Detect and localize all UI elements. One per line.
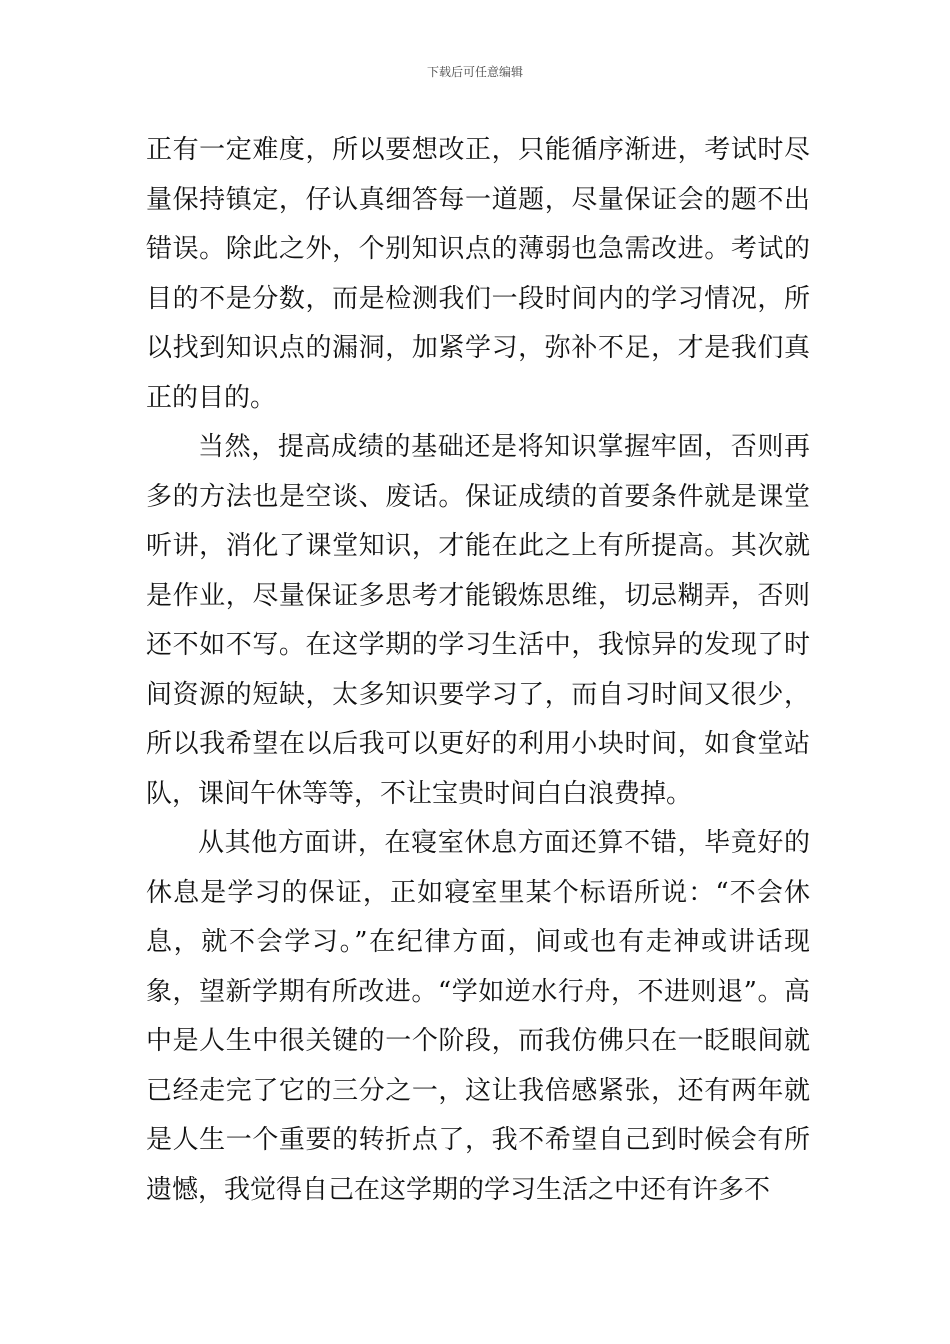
paragraph-2: 当然，提高成绩的基础还是将知识掌握牢固，否则再多的方法也是空谈、废话。保证成绩的首要条件就是课堂听讲，消化了课堂知识，才能在此之上有所提高。其次就是作业，尽量保证多思考才能锻炼思维，切忌糊弄，否则还不如不写。在这学期的学习生活中，我惊异的发现了时间资源的短缺，太多知识要学习了，而自习时间又很少，所以我希望在以后我可以更好的利用小块时间，如食堂站队，课间午休等等，不让宝贵时间白白浪费掉。	[146, 432, 810, 809]
header-note: 下载后可任意编辑	[426, 65, 523, 79]
document-body	[146, 126, 810, 1215]
paragraph-1: 正有一定难度，所以要想改正，只能循序渐进，考试时尽量保持镇定，仔认真细答每一道题，尽量保证会的题不出错误。除此之外，个别知识点的薄弱也急需改进。考试的目的不是分数，而是检测我们一段时间内的学习情况，所以找到知识点的漏洞，加紧学习，弥补不足，才是我们真正的目的。	[146, 135, 810, 413]
paragraph-3: 从其他方面讲，在寝室休息方面还算不错，毕竟好的休息是学习的保证，正如寝室里某个标语所说：“不会休息，就不会学习。”在纪律方面，间或也有走神或讲话现象，望新学期有所改进。“学如逆水行舟，不进则退”。高中是人生中很关键的一个阶段，而我仿佛只在一眨眼间就已经走完了它的三分之一，这让我倍感紧张，还有两年就是人生一个重要的转折点了，我不希望自己到时候会有所遗憾，我觉得自己在这学期的学习生活之中还有许多不	[146, 828, 810, 1205]
